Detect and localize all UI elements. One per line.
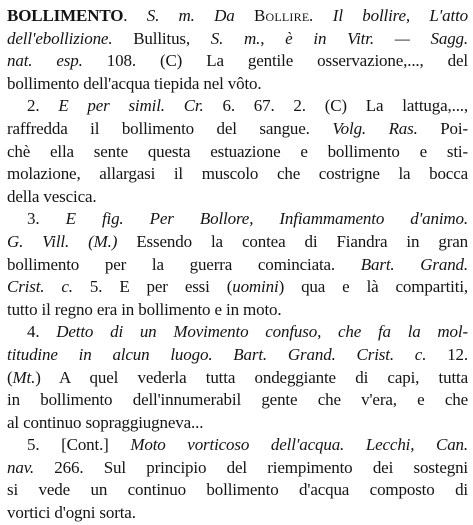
entry-text: Detto di un Movimento confuso, che fa la mol- (56, 322, 468, 342)
entry-text: Crist. c. (7, 277, 73, 297)
entry-text: vortici d'ogni sorta. (7, 503, 136, 523)
entry-line (7, 118, 468, 141)
entry-text: G. Vill. (M.) (7, 231, 118, 251)
entry-line (7, 434, 468, 457)
entry-text: bollimento per la guerra cominciata. (7, 254, 361, 274)
entry-text: E per simil. Cr. (58, 96, 204, 116)
entry-line (7, 208, 468, 231)
entry-line (7, 299, 468, 322)
entry-text: Mt. (12, 367, 36, 387)
entry-text: ) A quel vederla tutta ondeggiante di capi, tutta (35, 367, 468, 387)
entry-line (7, 141, 468, 164)
entry-line (7, 186, 468, 209)
entry-text: nav. (7, 457, 34, 477)
entry-line (7, 73, 468, 96)
entry-text: tutto il regno era in bollimento e in moto. (7, 299, 282, 319)
entry-line (7, 412, 468, 435)
entry-line (7, 28, 468, 51)
entry-line (7, 5, 468, 28)
entry-line (7, 254, 468, 277)
entry-line (7, 231, 468, 254)
entry-text: si vede un continuo bollimento d'acqua composto di (7, 480, 468, 500)
entry-line (7, 163, 468, 186)
entry-line (7, 276, 468, 299)
entry-text: Poi- (417, 118, 468, 138)
entry-text: Bullitus, (112, 28, 211, 48)
entry-text: Volg. Ras. (332, 118, 418, 138)
entry-text: E fig. Per Bollore, Infiammamento d'animo. (65, 209, 468, 229)
entry-text: molazione, allargasi il muscolo che costrigne la bocca (7, 164, 468, 184)
entry-text: 5. [Cont.] (27, 435, 131, 455)
entry-text: Bollire (253, 6, 310, 25)
entry-text: Moto vorticoso dell'acqua. Lecchi, Can. (130, 435, 468, 455)
entry-text: 5. E per essi ( (72, 277, 233, 297)
entry-text: al continuo sopraggiugneva... (7, 412, 204, 432)
entry-line (7, 321, 468, 344)
entry-text: S. m., è in Vitr. — Sagg. (210, 28, 468, 48)
entry-line (7, 95, 468, 118)
entry-text: 266. Sul principio del riempimento dei sostegni (33, 457, 468, 477)
entry-line (7, 502, 468, 525)
entry-text: in bollimento dell'innumerabil gente che v'era, e che (7, 390, 468, 410)
entry-line (7, 457, 468, 480)
entry-text: Bart. Grand. (360, 254, 468, 274)
entry-text: raffredda il bollimento del sangue. (7, 118, 333, 138)
entry-text: 4. (27, 322, 57, 342)
entry-text: Essendo la contea di Fiandra in gran (117, 231, 468, 251)
entry-line (7, 50, 468, 73)
entry-text: ( (7, 367, 13, 387)
entry-text: 3. (27, 209, 66, 229)
entry-line (7, 389, 468, 412)
entry-text: 6. 67. 2. (C) La lattuga,..., (203, 96, 468, 116)
headword: BOLLIMENTO (7, 6, 124, 25)
entry-text: . Il bollire, L'atto (309, 6, 468, 25)
entry-text: 12. (426, 344, 468, 364)
entry-text: chè ella sente questa estuazione e bollimento e sti- (7, 141, 468, 161)
entry-text: titudine in alcun luogo. Bart. Grand. Crist. c. (7, 344, 427, 364)
entry-text: S. m. Da (146, 6, 254, 25)
entry-text: bollimento dell'acqua tiepida nel vôto. (7, 73, 262, 93)
entry-text: 108. (C) La gentile osservazione,..., del (82, 51, 468, 71)
entry-line (7, 344, 468, 367)
entry-text: 2. (27, 96, 59, 116)
entry-text: uomini (232, 277, 279, 297)
entry-text: dell'ebollizione. (7, 28, 113, 48)
entry-text: nat. esp. (7, 51, 83, 71)
entry-text: ) qua e là compartiti, (278, 277, 468, 297)
entry-line (7, 367, 468, 390)
entry-line (7, 479, 468, 502)
entry-text: della vescica. (7, 186, 97, 206)
entry-text: . (123, 6, 147, 25)
